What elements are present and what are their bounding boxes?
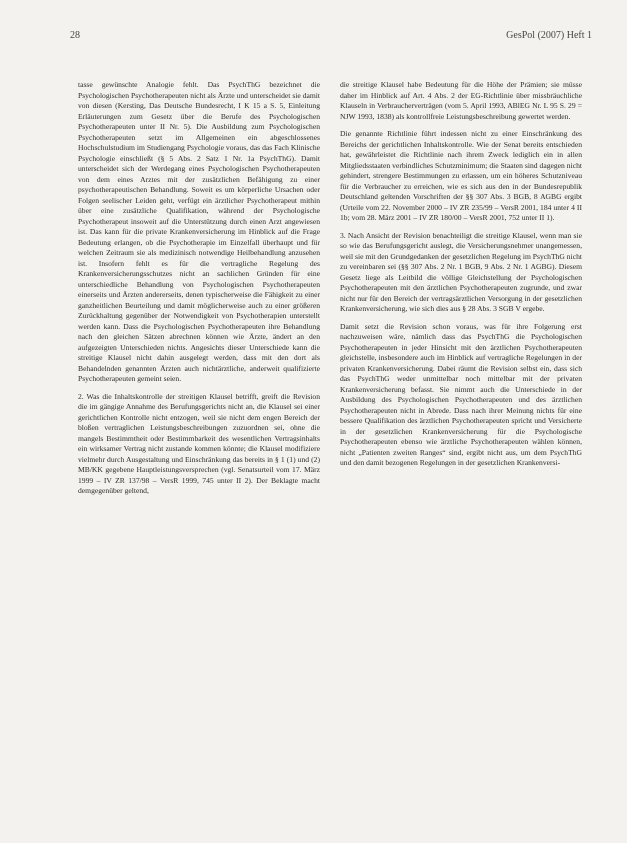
paragraph: 2. Was die Inhaltskontrolle der streitigen Klausel betrifft, greift die Revision die im gängige Annahme des Berufungsgerichts nicht an, die Klausel sei einer gerichtlichen Kontrolle nicht entzogen, weil sie nicht dem engen Bereich der bloßen vertraglichen Leistungsbeschreibungen zuzuordnen sei, ohne die mangels Bestimmtheit oder Bestimmbarkeit des wesentlichen Vertragsinhalts ein wirksamer Vertrag nicht zustande kommen könnte; die Klausel modifiziere vielmehr durch Ausgestaltung und Einschränkung das bereits in § 1 (1) und (2) MB/KK gegebene Hauptleistungsversprechen (vgl. Senatsurteil vom 17. März 1999 – IV ZR 137/98 – VersR 1999, 745 unter II 2). Der Beklagte macht demgegenüber geltend, — [78, 391, 320, 495]
page-number: 28 — [70, 30, 80, 41]
paragraph: tasse gewünschte Analogie fehlt. Das PsychThG bezeichnet die Psychologischen Psychotherapeuten nicht als Ärzte und unterscheidet sie damit von diesen (Kersting, Das Deutsche Bundesrecht, I K 15 a S. 5, Einleitung Erläuterungen zum Gesetz über die Berufe des Psychologischen Psychotherapeuten unter II Nr. 5). Die Ausbildung zum Psychologischen Psychotherapeuten setzt im Allgemeinen ein abgeschlossenes Hochschulstudium im Studiengang Psychologie voraus, das das Fach Klinische Psychologie einschließt (§ 5 Abs. 2 Satz 1 Nr. 1a PsychThG). Damit unterscheidet sich der Werdegang eines Psychologischen Psychotherapeuten von dem eines Arztes mit der zusätzlichen Befähigung zu einer psychotherapeutischen Behandlung. Soweit es um körperliche Ursachen oder Folgen seelischer Leiden geht, verfügt ein ärztlicher Psychotherapeut mithin über eine zusätzliche Qualifikation, während der Psychologische Psychotherapeut insoweit auf die Unterstützung durch einen Arzt angewiesen ist. Das kann für die private Krankenversicherung im Hinblick auf die Frage Bedeutung erlangen, ob die Psychotherapie im Einzelfall überhaupt und für welchen Zeitraum sie als medizinisch notwendige Heilbehandlung anzusehen ist. Insofern fehlt es für die vertragliche Regelung des Krankenversicherungsschutzes nicht an sachlichen Gründen für eine unterschiedliche Behandlung von Psychologischen Psychotherapeuten einerseits und Ärzten andererseits, denen typischerweise die Fähigkeit zu einer ganzheitlichen Beurteilung und damit möglicherweise auch zu einer größeren Zurückhaltung gegenüber der Notwendigkeit von Psychotherapien unterstellt werden kann. Dass die Psychologischen Psychotherapeuten ihre Behandlung nach den gleichen Sätzen abrechnen können wie Ärzte, ändert an den aufgezeigten Unterschieden nichts. Angesichts dieser Unterschiede kann die streitige Klausel nicht dahin ausgelegt werden, dass mit den dort als Behandelnden genannten Ärzten auch nichtärztliche, anderweit qualifizierte Psychotherapeuten gemeint seien. — [78, 80, 320, 383]
paragraph: Die genannte Richtlinie führt indessen nicht zu einer Einschränkung des Bereichs der gerichtlichen Inhaltskontrolle. Wie der Senat bereits entschieden hat, gewährleistet die Richtlinie nach ihrem Zweck lediglich ein in allen Mitgliedsstaaten verbindliches Schutzminimum; die Staaten sind dagegen nicht gehindert, strengere Bestimmungen zu erlassen, um ein höheres Schutzniveau für die Verbraucher zu erreichen, wie es sich aus den in der Bundesrepublik Deutschland geltenden Vorschriften der §§ 307 Abs. 3 BGB, 8 AGBG ergibt (Urteile vom 22. November 2000 – IV ZR 235/99 – VersR 2001, 184 unter 4 II 1b; vom 28. März 2001 – IV ZR 180/00 – VersR 2001, 752 unter II 1). — [340, 129, 582, 222]
paragraph: Damit setzt die Revision schon voraus, was für ihre Folgerung erst nachzuweisen wäre, nämlich dass das PsychThG die Psychologischen Psychotherapeuten in jeder Hinsicht mit den ärztlichen Psychotherapeuten gleichstelle, insbesondere auch im Hinblick auf vertragliche Regelungen in der privaten Krankenversicherung. Dabei räumt die Revision selbst ein, dass sich das PsychThG weder unmittelbar noch mittelbar mit der privaten Krankenversicherung befasst. Sie nimmt auch die Unterschiede in der Ausbildung des Psychologischen Psychotherapeuten und des ärztlichen Psychotherapeuten nicht in Abrede. Dass nach ihrer Meinung nichts für eine bessere Qualifikation des ärztlichen Psychotherapeuten spricht und Versicherte in der gesetzlichen Krankenversicherung für die Psychologische Psychotherapeuten ebenso wie ärztliche Psychotherapeuten wählen können, nicht „Patienten zweiten Ranges“ sind, ergibt nicht aus, um dem PsychThG und den damit bezogenen Regelungen in der gesetzlichen Krankenversi- — [340, 321, 582, 467]
paragraph: die streitige Klausel habe Bedeutung für die Höhe der Prämien; sie müsse daher im Hinblick auf Art. 4 Abs. 2 der EG-Richtlinie über missbräuchliche Klauseln in Verbraucherverträgen (vom 5. April 1993, ABlEG Nr. L 95 S. 29 = NJW 1993, 1838) als kontrollfreie Leistungsbeschreibung gewertet werden. — [340, 80, 582, 121]
left-column — [78, 80, 320, 504]
paragraph: 3. Nach Ansicht der Revision benachteiligt die streitige Klausel, wenn man sie so wie das Berufungsgericht auslegt, die Versicherungsnehmer unangemessen, weil sie mit den Grundgedanken der gesetzlichen Regelung im PsychThG nicht zu vereinbaren sei (§§ 307 Abs. 2 Nr. 1 BGB, 9 Abs. 2 Nr. 1 AGBG). Diesem Gesetz liege als Leitbild die völlige Gleichstellung der Psychologischen Psychotherapeuten mit den ärztlichen Psychotherapeuten zugrunde, und zwar nicht nur für den Bereich der vertragsärztlichen Versorgung in der gesetzlichen Krankenversicherung, wie sich dies aus § 28 Abs. 3 SGB V ergebe. — [340, 230, 582, 313]
journal-title: GesPol (2007) Heft 1 — [506, 30, 592, 41]
right-column — [340, 80, 582, 476]
